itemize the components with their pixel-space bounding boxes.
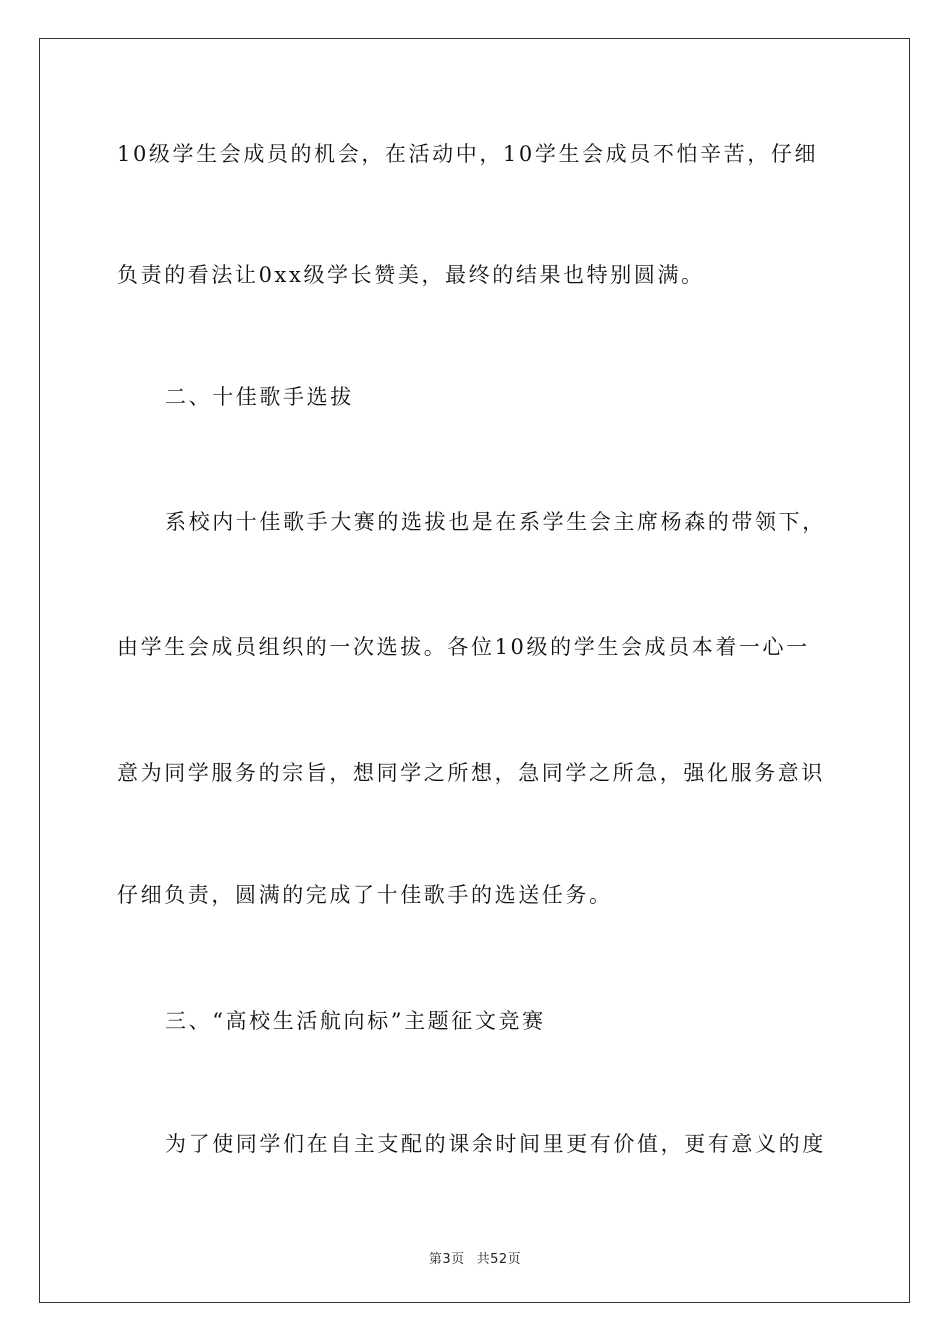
section-heading: 三、“高校生活航向标”主题征文竞赛 [165, 1009, 546, 1033]
paragraph-line: 10级学生会成员的机会，在活动中，10学生会成员不怕辛苦，仔细 [117, 142, 819, 166]
paragraph-line: 系校内十佳歌手大赛的选拔也是在系学生会主席杨森的带领下， [165, 510, 826, 534]
page-border [39, 38, 910, 1303]
section-heading: 二、十佳歌手选拔 [165, 385, 354, 409]
paragraph-line: 为了使同学们在自主支配的课余时间里更有价值，更有意义的度 [165, 1132, 826, 1156]
page-total: 共52页 [476, 1252, 522, 1267]
page-footer [0, 1248, 950, 1267]
paragraph-line: 仔细负责，圆满的完成了十佳歌手的选送任务。 [117, 883, 613, 907]
paragraph-line: 由学生会成员组织的一次选拔。各位10级的学生会成员本着一心一 [117, 635, 810, 659]
paragraph-line: 意为同学服务的宗旨，想同学之所想，急同学之所急，强化服务意识 [117, 761, 825, 785]
page-number: 第3页 [428, 1252, 465, 1267]
paragraph-line: 负责的看法让0xx级学长赞美，最终的结果也特别圆满。 [117, 263, 705, 287]
